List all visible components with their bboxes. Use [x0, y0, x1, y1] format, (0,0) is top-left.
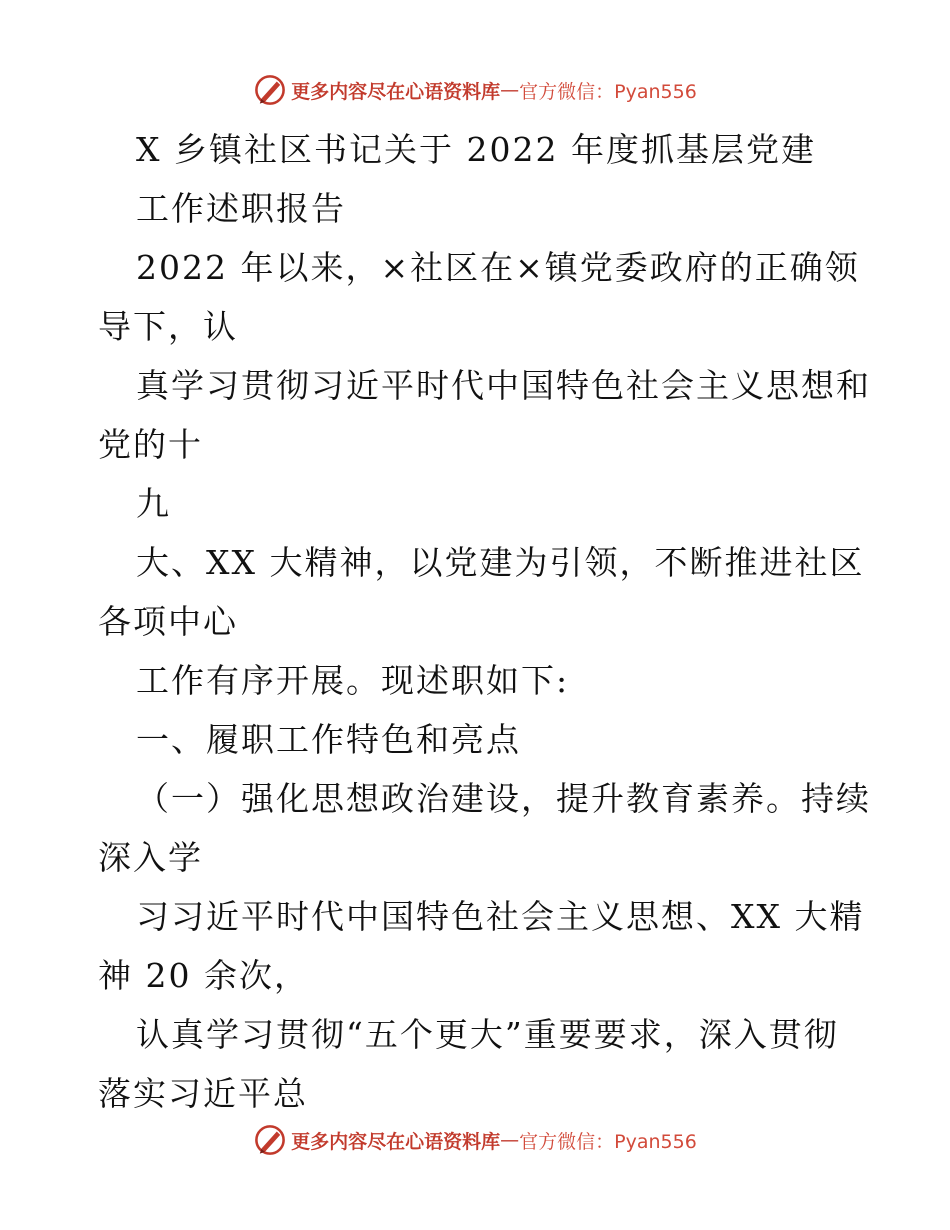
pen-logo-icon	[253, 1123, 287, 1157]
text-line: 九	[136, 484, 171, 523]
document-body	[0, 120, 950, 1123]
banner-site-name: 更多内容尽在心语资料库	[291, 1130, 501, 1153]
text-line: 党的十	[98, 425, 203, 464]
banner-dash: —	[500, 79, 520, 101]
text-line: 大、XX 大精神，以党建为引领，不断推进社区	[136, 543, 865, 582]
text-line: 工作有序开展。现述职如下:	[136, 661, 570, 700]
text-line: 深入学	[98, 838, 203, 877]
footer-watermark-banner	[0, 1120, 950, 1160]
banner-dash: —	[500, 1129, 520, 1151]
banner-contact: 官方微信：Pyan556	[519, 1130, 697, 1153]
text-line: （一）强化思想政治建设，提升教育素养。持续	[136, 779, 871, 818]
text-line: 真学习贯彻习近平时代中国特色社会主义思想和	[136, 366, 871, 405]
banner-contact: 官方微信：Pyan556	[519, 80, 697, 103]
text-line: X 乡镇社区书记关于 2022 年度抓基层党建	[136, 130, 816, 169]
text-line: 落实习近平总	[98, 1074, 308, 1113]
text-line: 各项中心	[98, 602, 238, 641]
pen-logo-icon	[253, 73, 287, 107]
header-watermark-banner	[0, 70, 950, 110]
text-line: 2022 年以来，×社区在×镇党委政府的正确领	[136, 248, 860, 287]
text-line: 认真学习贯彻“五个更大”重要要求，深入贯彻	[136, 1015, 839, 1054]
banner-site-name: 更多内容尽在心语资料库	[291, 80, 501, 103]
text-line: 导下，认	[98, 307, 238, 346]
text-line: 神 20 余次，	[98, 956, 309, 995]
text-line: 一、履职工作特色和亮点	[136, 720, 521, 759]
text-line: 习习近平时代中国特色社会主义思想、XX 大精	[136, 897, 865, 936]
text-line: 工作述职报告	[136, 189, 346, 228]
